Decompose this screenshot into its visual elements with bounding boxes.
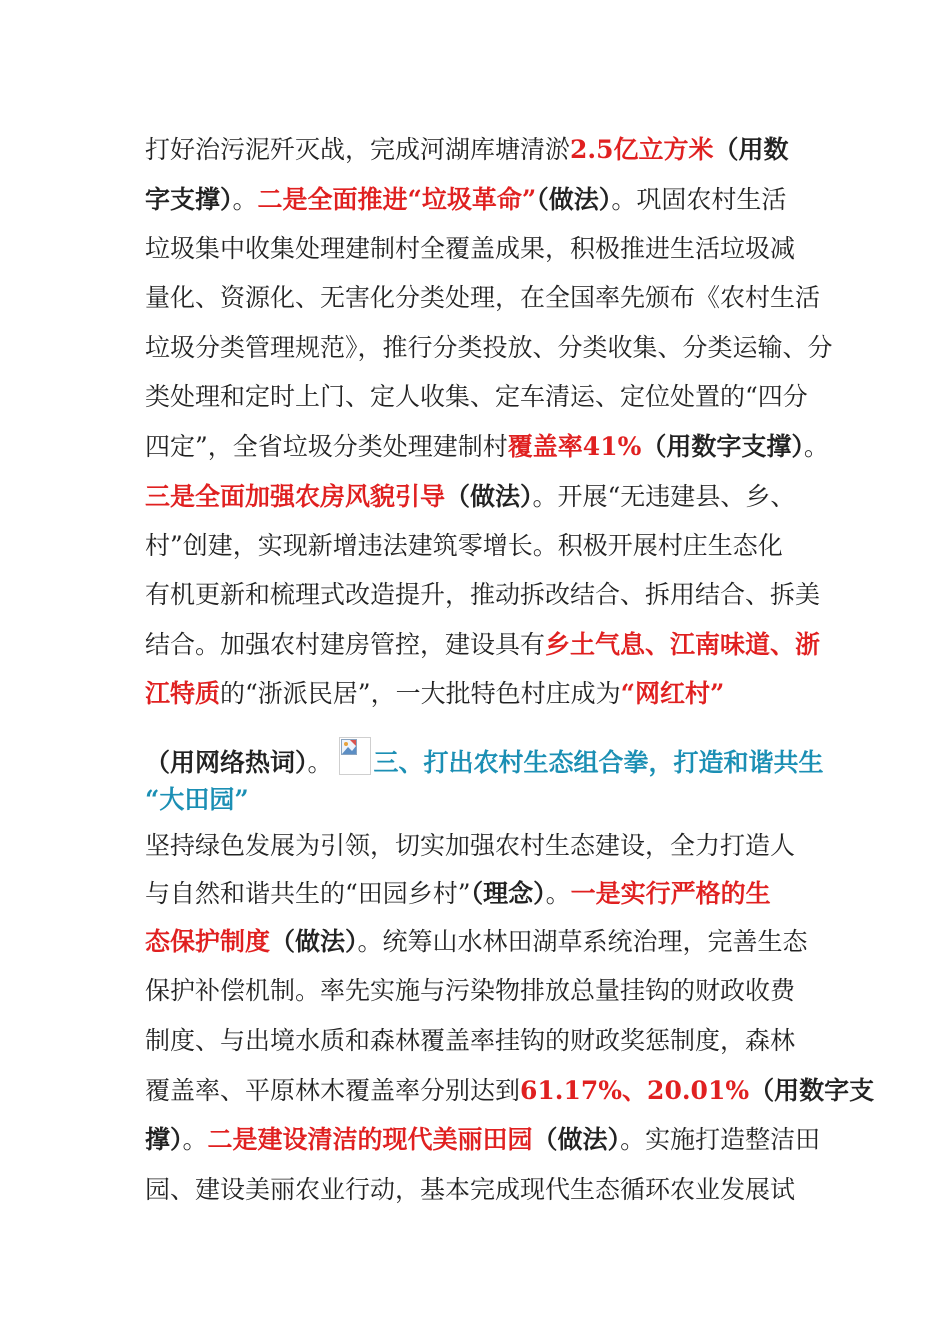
body-text: 类处理和定时上门、定人收集、定车清运、定位处置的“四分: [145, 382, 808, 411]
text-line: [145, 377, 808, 417]
annotation-text: （做法）: [270, 927, 358, 956]
body-text: 的“浙派民居”，一大批特色村庄成为: [220, 679, 621, 708]
emphasis-text: 态保护制度: [145, 927, 271, 956]
text-line: [145, 1120, 820, 1160]
text-line: [145, 427, 829, 467]
body-text: 。: [182, 1125, 208, 1154]
body-text: 制度、与出境水质和森林覆盖率挂钩的财政奖惩制度，森林: [145, 1026, 796, 1055]
text-line: [145, 922, 808, 962]
body-text: 园、建设美丽农业行动，基本完成现代生态循环农业发展试: [145, 1175, 796, 1204]
body-text: 量化、资源化、无害化分类处理，在全国率先颁布《农村生活: [145, 283, 821, 312]
text-line: [145, 278, 820, 318]
text-line: [145, 1071, 874, 1111]
text-line: [145, 826, 795, 866]
annotation-text: （做法）: [532, 1125, 621, 1154]
text-line: [145, 674, 724, 714]
annotation-text: （用网络热词）: [145, 748, 308, 777]
section-heading: “大田园”: [145, 785, 249, 814]
body-text: 。: [803, 432, 829, 461]
body-text: 。实施打造整洁田: [620, 1125, 821, 1154]
text-line: [145, 874, 771, 914]
body-text: 垃圾集中收集处理建制村全覆盖成果，积极推进生活垃圾减: [145, 234, 796, 263]
emphasis-text: 二是建设清洁的现代美丽田园: [207, 1125, 533, 1154]
annotation-text: （做法）: [536, 185, 612, 214]
emphasis-text: 三是全面加强农房风貌引导: [145, 482, 446, 511]
body-text: 四定”，全省垃圾分类处理建制村: [145, 432, 508, 461]
body-text: 。: [545, 879, 571, 908]
text-line: [145, 575, 820, 615]
body-text: 保护补偿机制。率先实施与污染物排放总量挂钩的财政收费: [145, 976, 796, 1005]
emphasis-text: 覆盖率41%: [507, 432, 642, 461]
text-line: [145, 737, 824, 777]
emphasis-text: 乡土气息、江南味道、浙: [545, 630, 821, 659]
body-text: 。开展“无违建县、乡、: [532, 482, 796, 511]
text-line: [145, 971, 795, 1011]
text-line: [145, 780, 249, 820]
annotation-text: （做法）: [445, 482, 533, 511]
annotation-text: （用数: [713, 135, 789, 164]
body-text: 有机更新和梳理式改造提升，推动拆改结合、拆用结合、拆美: [145, 580, 821, 609]
annotation-text: 撑）: [145, 1125, 183, 1154]
body-text: 结合。加强农村建房管控，建设具有: [145, 630, 546, 659]
body-text: 。巩固农村生活: [611, 185, 787, 214]
annotation-text: （用数字支撑）: [641, 432, 804, 461]
body-text: 垃圾分类管理规范》，推行分类投放、分类收集、分类运输、分: [145, 333, 833, 362]
emphasis-text: 二是全面推进“垃圾革命”: [257, 185, 537, 214]
text-line: [145, 625, 820, 665]
emphasis-text: 61.17%、20.01%: [520, 1076, 750, 1105]
body-text: 村”创建，实现新增违法建筑零增长。积极开展村庄生态化: [145, 531, 783, 560]
body-text: 。统筹山水林田湖草系统治理，完善生态: [357, 927, 808, 956]
text-line: [145, 1170, 795, 1210]
section-heading: 三、打出农村生态组合拳，打造和谐共生: [373, 748, 824, 777]
text-line: [145, 477, 795, 517]
text-line: [145, 130, 789, 170]
text-line: [145, 526, 783, 566]
body-text: 覆盖率、平原林木覆盖率分别达到: [145, 1076, 521, 1105]
annotation-text: 字支撑）: [145, 185, 233, 214]
annotation-text: （用数字支: [749, 1076, 875, 1105]
text-line: [145, 328, 833, 368]
body-text: 。: [307, 748, 333, 777]
text-line: [145, 229, 795, 269]
emphasis-text: 一是实行严格的生: [570, 879, 771, 908]
body-text: 。: [232, 185, 258, 214]
broken-image-icon: [339, 737, 371, 775]
emphasis-text: 2.5亿立方米: [570, 135, 714, 164]
text-line: [145, 1021, 795, 1061]
body-text: 打好治污泥歼灭战，完成河湖库塘清淤: [145, 135, 571, 164]
annotation-text: （理念）: [470, 879, 546, 908]
emphasis-text: 江特质: [145, 679, 221, 708]
body-text: 坚持绿色发展为引领，切实加强农村生态建设，全力打造人: [145, 831, 796, 860]
emphasis-text: “网红村”: [620, 679, 725, 708]
text-line: [145, 180, 786, 220]
body-text: 与自然和谐共生的“田园乡村”: [145, 879, 471, 908]
